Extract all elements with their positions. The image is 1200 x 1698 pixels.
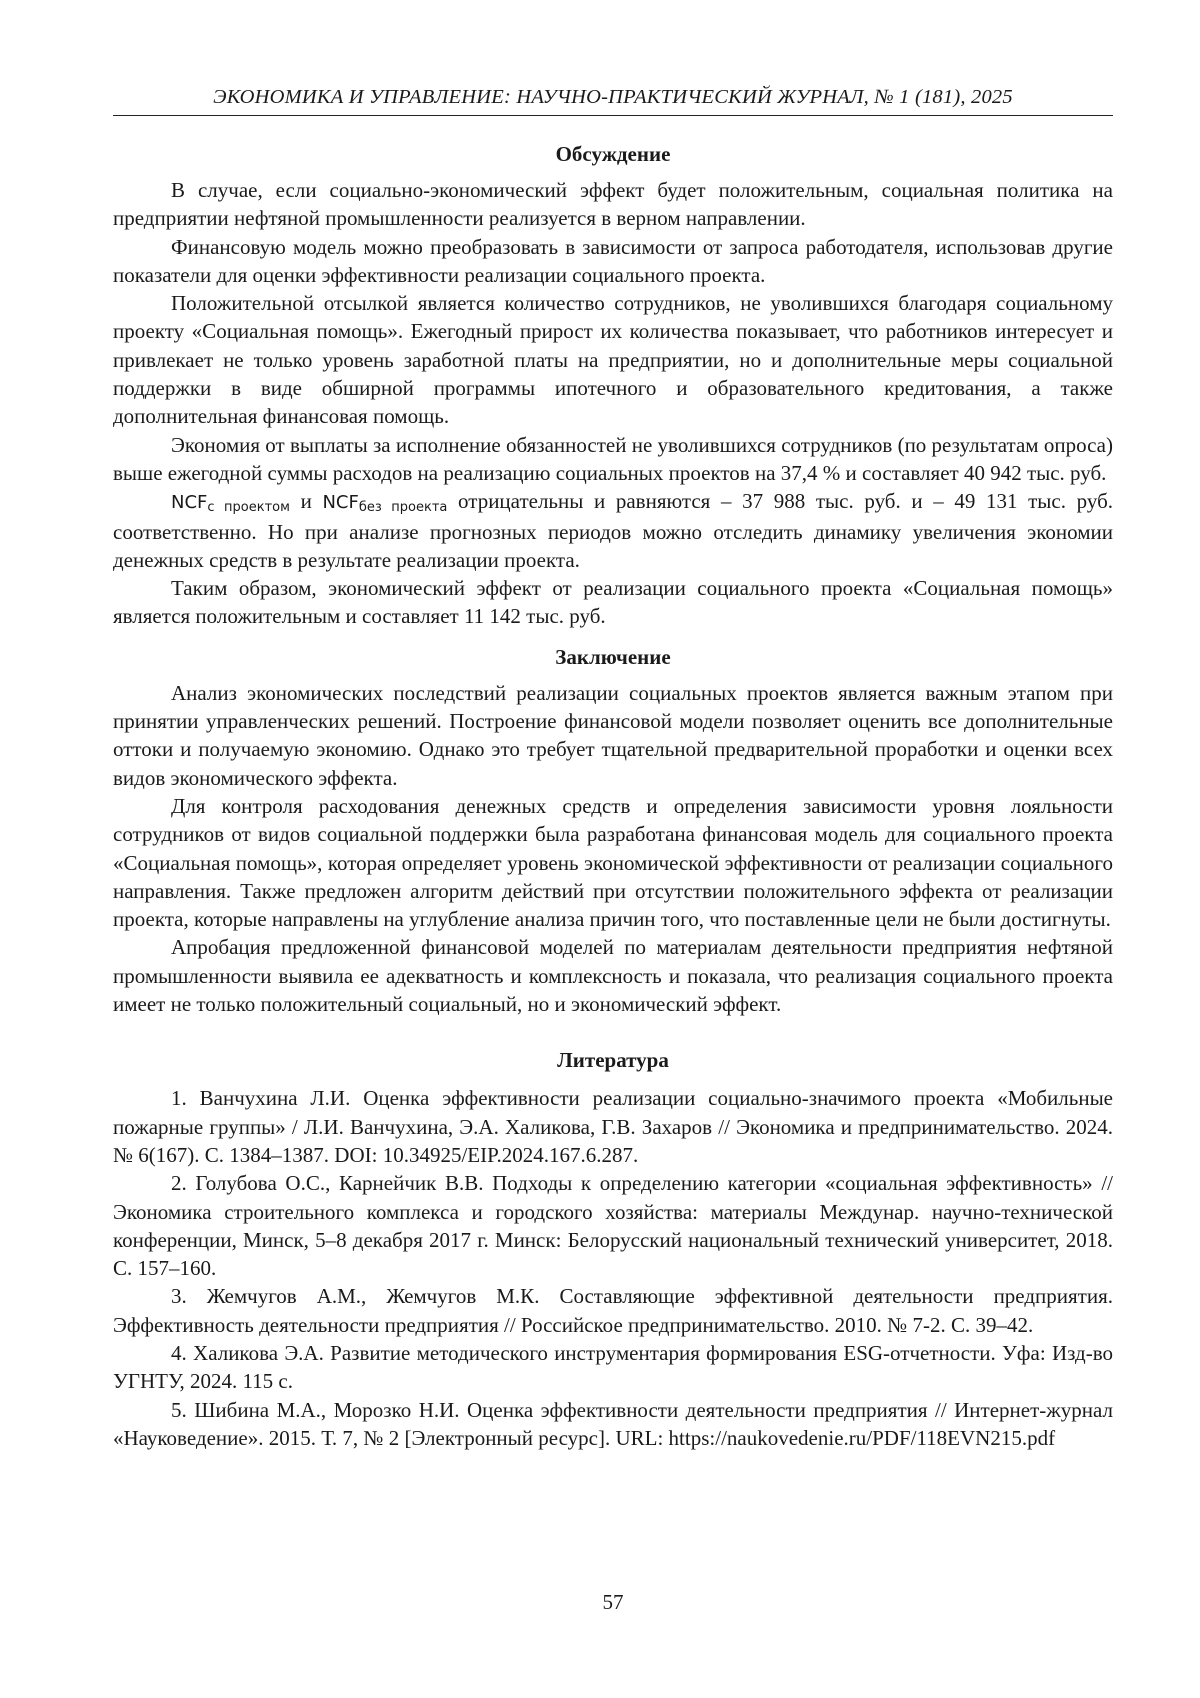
ncf-subscript-without-project: без проекта [358,500,448,516]
discussion-heading: Обсуждение [555,142,671,166]
ncf-text: отрицательны и равняются – 37 988 тыс. руб. и – 49 131 тыс. руб. соответственно. Но при анализе прогнозных периодов можно отследить динамику увеличения экономии денежных средств в результате реализации проекта. [113,489,1114,572]
reference-item: 5. Шибина М.А., Морозко Н.И. Оценка эффективности деятельности предприятия // Интернет-журнал «Науковедение». 2015. Т. 7, № 2 [Электронный ресурс]. URL: https://naukovedenie.ru/PDF/118EVN215.pdf [113,1397,1113,1450]
journal-header: ЭКОНОМИКА И УПРАВЛЕНИЕ: НАУЧНО-ПРАКТИЧЕСКИЙ ЖУРНАЛ, № 1 (181), 2025 [213,86,1013,108]
paragraph: Для контроля расходования денежных средств и определения зависимости уровня лояльности сотрудников от видов социальной поддержки была разработана финансовая модель для социального проекта «Социальная помощь», которая определяет уровень экономической эффективности от реализации социального направления. Также предложен алгоритм действий при отсутствии положительного эффекта от реализации проекта, которые направлены на углубление анализа причин того, что поставленные цели не были достигнуты. [113,793,1113,932]
reference-item: 1. Ванчухина Л.И. Оценка эффективности реализации социально-значимого проекта «Мобильные пожарные группы» / Л.И. Ванчухина, Э.А. Халикова, Г.В. Захаров // Экономика и предпринимательство. 2024. № 6(167). С. 1384–1387. DOI: 10.34925/EIP.2024.167.6.287. [113,1086,1113,1167]
reference-item: 3. Жемчугов А.М., Жемчугов М.К. Составляющие эффективной деятельности предприятия. Эффективность деятельности предприятия // Российское предпринимательство. 2010. № 7-2. С. 39–42. [113,1284,1113,1337]
ncf-symbol: NCF [322,492,359,514]
paragraph-ncf [113,487,1113,574]
paragraph: Положительной отсылкой является количество сотрудников, не уволившихся благодаря социальному проекту «Социальная помощь». Ежегодный прирост их количества показывает, что работников интересует и привлекает не только уровень заработной платы на предприятии, но и дополнительные меры социальной поддержки в виде обширной программы ипотечного и образовательного кредитования, а также дополнительная финансовая помощь. [113,291,1113,429]
ncf-symbol: NCF [171,492,208,514]
paragraph: Экономия от выплаты за исполнение обязанностей не уволившихся сотрудников (по результатам опроса) выше ежегодной суммы расходов на реализацию социальных проектов на 37,4 % и составляет 40 942 тыс. руб. [113,432,1113,485]
references-heading: Литература [557,1048,669,1073]
paragraph: Таким образом, экономический эффект от реализации социального проекта «Социальная помощь» является положительным и составляет 11 142 тыс. руб. [113,576,1113,629]
ncf-subscript-with-project: с проектом [207,500,290,516]
paragraph: Финансовую модель можно преобразовать в зависимости от запроса работодателя, использовав другие показатели для оценки эффективности реализации социального проекта. [113,234,1113,287]
conclusion-heading: Заключение [555,644,671,669]
page-number: 57 [602,1590,624,1614]
conjunction: и [289,489,323,514]
paragraph: В случае, если социально-экономический эффект будет положительным, социальная политика на предприятии нефтяной промышленности реализуется в верном направлении. [113,178,1113,231]
reference-item: 4. Халикова Э.А. Развитие методического инструментария формирования ESG-отчетности. Уфа: Изд-во УГНТУ, 2024. 115 с. [113,1340,1113,1394]
paragraph: Анализ экономических последствий реализации социальных проектов является важным этапом при принятии управленческих решений. Построение финансовой модели позволяет оценить все дополнительные оттоки и получаемую экономию. Однако это требует тщательной предварительной проработки и оценки всех видов экономического эффекта. [113,680,1113,790]
header-divider [113,115,1113,116]
reference-item: 2. Голубова О.С., Карнейчик В.В. Подходы к определению категории «социальная эффективность» // Экономика строительного комплекса и городского хозяйства: материалы Междунар. научно-технической конференции, Минск, 5–8 декабря 2017 г. Минск: Белорусский национальный технический университет, 2018. С. 157–160. [113,1171,1113,1281]
paragraph: Апробация предложенной финансовой моделей по материалам деятельности предприятия нефтяной промышленности выявила ее адекватность и комплексность и показала, что реализация социального проекта имеет не только положительный социальный, но и экономический эффект. [113,935,1113,1017]
article-body [113,140,1113,1452]
